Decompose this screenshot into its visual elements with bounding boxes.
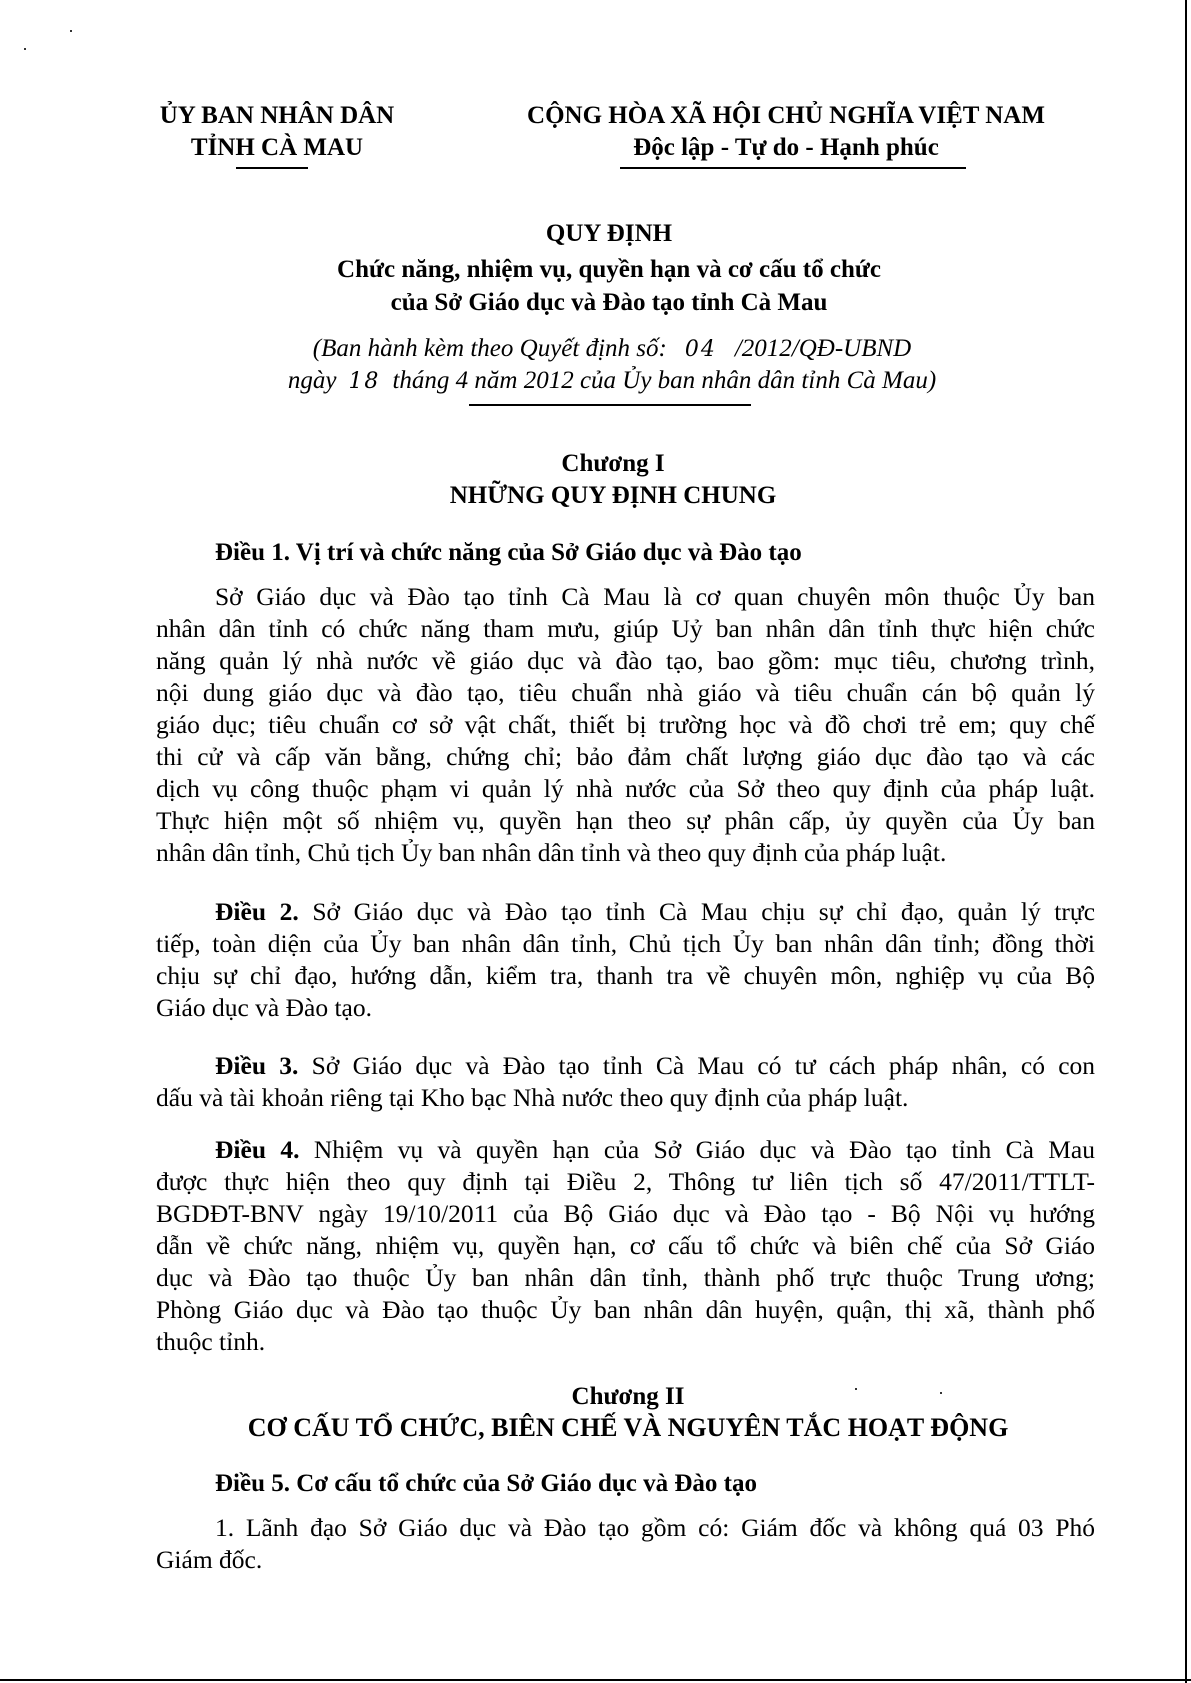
scan-speck xyxy=(24,48,26,50)
issued-suffix: /2012/QĐ-UBND xyxy=(734,335,912,362)
document-title-line2: của Sở Giáo dục và Đào tạo tỉnh Cà Mau xyxy=(390,289,828,316)
text-line: năng quản lý nhà nước về giáo dục và đào tạo, bao gồm: mục tiêu, chương trình, xyxy=(156,646,1095,675)
issuance-line xyxy=(0,333,1191,366)
text-span: Nhiệm vụ và quyền hạn của Sở Giáo dục và Đào tạo tỉnh Cà Mau xyxy=(313,1135,1096,1164)
article2 xyxy=(156,896,1095,1024)
chapter1-label: Chương I xyxy=(561,450,665,477)
text-line: Giám đốc. xyxy=(156,1545,263,1574)
text-line xyxy=(156,1134,1095,1166)
chapter2-title: CƠ CẤU TỔ CHỨC, BIÊN CHẾ VÀ NGUYÊN TẮC HOẠT ĐỘNG xyxy=(247,1413,1009,1442)
chapter2-label: Chương II xyxy=(571,1383,685,1410)
article3 xyxy=(156,1050,1095,1114)
scan-speck xyxy=(70,30,72,32)
document-title-line1: Chức năng, nhiệm vụ, quyền hạn và cơ cấu tổ chức xyxy=(337,256,881,283)
article3-lead: Điều 3. xyxy=(215,1051,299,1080)
article5-body xyxy=(156,1512,1095,1576)
document-type: QUY ĐỊNH xyxy=(545,220,673,247)
authority-name: ỦY BAN NHÂN DÂN xyxy=(159,102,395,129)
text-span: Sở Giáo dục và Đào tạo tỉnh Cà Mau chịu sự chỉ đạo, quản lý trực xyxy=(312,897,1096,926)
text-line: chịu sự chỉ đạo, hướng dẫn, kiểm tra, thanh tra về chuyên môn, nghiệp vụ của Bộ xyxy=(156,961,1095,990)
text-line: Giáo dục và Đào tạo. xyxy=(156,993,372,1022)
day-handwritten: 18 xyxy=(348,369,381,394)
text-span: Sở Giáo dục và Đào tạo tỉnh Cà Mau có tư cách pháp nhân, có con xyxy=(311,1051,1096,1080)
text-line: nội dung giáo dục và đào tạo, tiêu chuẩn nhà giáo và tiêu chuẩn cán bộ quản lý xyxy=(156,678,1095,707)
scan-speck xyxy=(940,1392,942,1394)
header-left-underline xyxy=(236,167,308,169)
province-name: TỈNH CÀ MAU xyxy=(190,134,364,161)
text-line: BGDĐT-BNV ngày 19/10/2011 của Bộ Giáo dục và Đào tạo - Bộ Nội vụ hướng xyxy=(156,1199,1095,1228)
decision-number-handwritten: 04 xyxy=(684,337,717,362)
title-underline xyxy=(469,404,751,406)
article1-heading: Điều 1. Vị trí và chức năng của Sở Giáo dục và Đào tạo xyxy=(215,539,802,566)
text-line: dục và Đào tạo thuộc Ủy ban nhân dân tỉnh, thành phố trực thuộc Trung ương; xyxy=(156,1263,1095,1292)
text-line: 1. Lãnh đạo Sở Giáo dục và Đào tạo gồm có: Giám đốc và không quá 03 Phó xyxy=(215,1513,1095,1542)
article4-lead: Điều 4. xyxy=(215,1135,300,1164)
scan-border-bottom xyxy=(0,1679,1191,1681)
text-line: dẫn về chức năng, nhiệm vụ, quyền hạn, cơ cấu tổ chức và biên chế của Sở Giáo xyxy=(156,1231,1095,1260)
text-line: dịch vụ công thuộc phạm vi quản lý nhà nước của Sở theo quy định của pháp luật. xyxy=(156,774,1095,803)
text-line xyxy=(156,1050,1095,1082)
issuance-date-line xyxy=(0,365,1191,398)
text-line xyxy=(156,896,1095,928)
text-line: Sở Giáo dục và Đào tạo tỉnh Cà Mau là cơ quan chuyên môn thuộc Ủy ban xyxy=(215,582,1095,611)
header-right-underline xyxy=(620,167,966,169)
issued-prefix: (Ban hành kèm theo Quyết định số: xyxy=(312,335,667,362)
text-line: được thực hiện theo quy định tại Điều 2, Thông tư liên tịch số 47/2011/TTLT- xyxy=(156,1167,1095,1196)
text-line: nhân dân tỉnh có chức năng tham mưu, giúp Uỷ ban nhân dân tỉnh thực hiện chức xyxy=(156,614,1095,643)
text-line: thi cử và cấp văn bằng, chứng chỉ; bảo đảm chất lượng giáo dục đào tạo và các xyxy=(156,742,1095,771)
text-line: nhân dân tỉnh, Chủ tịch Ủy ban nhân dân tỉnh và theo quy định của pháp luật. xyxy=(156,838,947,867)
text-line: Thực hiện một số nhiệm vụ, quyền hạn theo sự phân cấp, ủy quyền của Ủy ban xyxy=(156,806,1095,835)
chapter1-title: NHỮNG QUY ĐỊNH CHUNG xyxy=(449,482,777,509)
article2-lead: Điều 2. xyxy=(215,897,299,926)
text-line: thuộc tỉnh. xyxy=(156,1327,266,1356)
national-title: CỘNG HÒA XÃ HỘI CHỦ NGHĨA VIỆT NAM xyxy=(527,102,1045,129)
text-line: tiếp, toàn diện của Ủy ban nhân dân tỉnh, Chủ tịch Ủy ban nhân dân tỉnh; đồng thời xyxy=(156,929,1095,958)
article1-body xyxy=(156,581,1095,869)
date-prefix: ngày xyxy=(287,367,337,394)
text-line: Phòng Giáo dục và Đào tạo thuộc Ủy ban nhân dân huyện, quận, thị xã, thành phố xyxy=(156,1295,1095,1324)
text-line: giáo dục; tiêu chuẩn cơ sở vật chất, thiết bị trường học và đồ chơi trẻ em; quy chế xyxy=(156,710,1095,739)
article5-heading: Điều 5. Cơ cấu tổ chức của Sở Giáo dục và Đào tạo xyxy=(215,1470,757,1497)
article4 xyxy=(156,1134,1095,1358)
date-suffix: tháng 4 năm 2012 của Ủy ban nhân dân tỉnh Cà Mau) xyxy=(392,367,937,394)
scan-speck xyxy=(855,1388,857,1390)
text-line: dấu và tài khoản riêng tại Kho bạc Nhà nước theo quy định của pháp luật. xyxy=(156,1083,909,1112)
national-motto: Độc lập - Tự do - Hạnh phúc xyxy=(633,134,939,161)
